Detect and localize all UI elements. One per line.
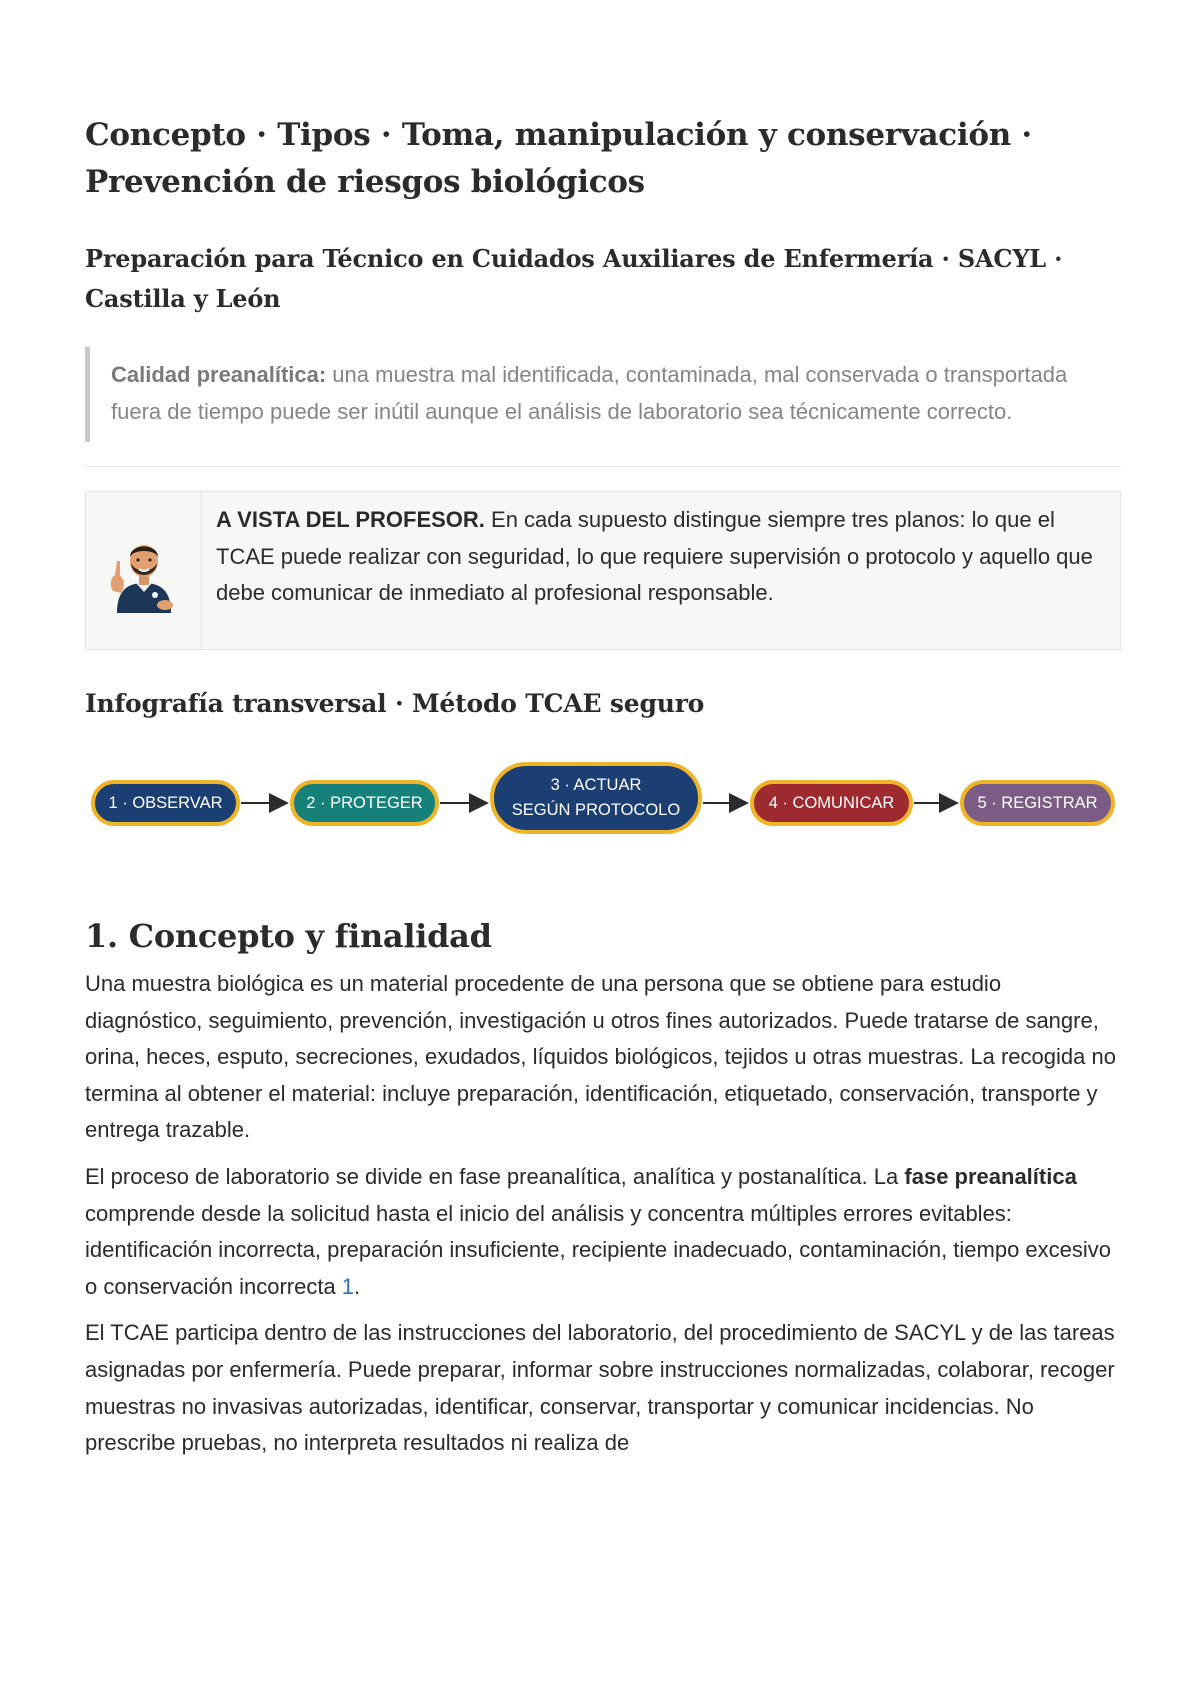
paragraph-2-end: . (354, 1273, 361, 1299)
paragraph-3: El TCAE participa dentro de las instrucciones del laboratorio, del procedimiento de SACYL y de las tareas asignadas por enfermería. Puede preparar, informar sobre instrucciones normalizadas, colaborar, recoger muestras no invasivas autorizadas, identificar, conservar, transportar y comunicar incidencias. No prescribe pruebas, no interpreta resultados ni realiza de (85, 1320, 1115, 1456)
teacher-avatar-icon (105, 529, 183, 613)
paragraph-2 (85, 1159, 1121, 1305)
infographic-title: Infografía transversal · Método TCAE seguro (85, 689, 705, 718)
preanalytic-quote (85, 347, 1121, 442)
document-content (85, 112, 1121, 1462)
step-actuar-line1: 3 · ACTUAR (550, 776, 642, 794)
quote-label: Calidad preanalítica: (111, 362, 327, 387)
reference-link[interactable]: 1 (341, 1273, 355, 1299)
step-proteger: 2 · PROTEGER (290, 780, 439, 826)
quote-text: una muestra mal identificada, contaminada, mal conservada o transportada fuera de tiempo puede ser inútil aunque el análisis de laboratorio sea técnicamente correcto. (111, 362, 1068, 424)
paragraph-2-bold: fase preanalítica (904, 1163, 1077, 1189)
method-flow (85, 760, 1121, 850)
teacher-avatar (86, 492, 202, 649)
teacher-note-box (85, 491, 1121, 650)
document-subtitle: Preparación para Técnico en Cuidados Auxiliares de Enfermería · SACYL · Castilla y León (85, 244, 1063, 313)
paragraph-2-b: comprende desde la solicitud hasta el inicio del análisis y concentra múltiples errores evitables: identificación incorrecta, preparación insuficiente, recipiente inadecuado, contaminación, tiempo excesivo o conservación incorrecta (85, 1200, 1112, 1299)
teacher-note-body: En cada supuesto distingue siempre tres planos: lo que el TCAE puede realizar con seguridad, lo que requiere supervisión o protocolo y aquello que debe comunicar de inmediato al profesional responsable. (216, 507, 1093, 605)
teacher-note-text (202, 492, 1120, 649)
section-heading: 1. Concepto y finalidad (85, 917, 492, 955)
step-comunicar: 4 · COMUNICAR (750, 780, 913, 826)
step-actuar-line2: SEGÚN PROTOCOLO (511, 801, 681, 819)
divider (85, 466, 1121, 467)
step-actuar (490, 762, 702, 834)
step-observar: 1 · OBSERVAR (91, 780, 240, 826)
paragraph-1: Una muestra biológica es un material procedente de una persona que se obtiene para estudio diagnóstico, seguimiento, prevención, investigación u otros fines autorizados. Puede tratarse de sangre, orina, heces, esputo, secreciones, exudados, líquidos biológicos, tejidos u otras muestras. La recogida no termina al obtener el material: incluye preparación, identificación, etiquetado, conservación, transporte y entrega trazable. (85, 971, 1116, 1143)
step-registrar: 5 · REGISTRAR (960, 780, 1115, 826)
teacher-note-label: A VISTA DEL PROFESOR. (216, 507, 485, 532)
paragraph-2-a: El proceso de laboratorio se divide en fase preanalítica, analítica y postanalítica. La (85, 1163, 905, 1189)
document-title: Concepto · Tipos · Toma, manipulación y conservación · Prevención de riesgos biológicos (85, 117, 1032, 200)
